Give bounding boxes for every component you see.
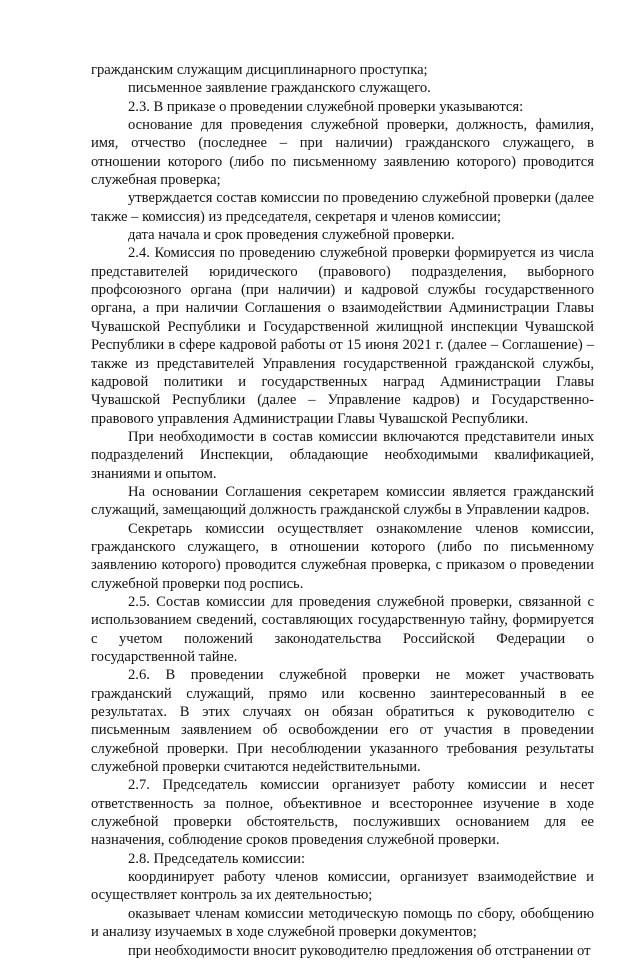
paragraph-2-7: 2.7. Председатель комиссии организует работу комиссии и несет ответственность за полное, объективное и всестороннее изучение в ходе служебной проверки обстоятельств, послуживших основанием для ее назначения, соблюдение сроков проведения служебной проверки. [91, 777, 594, 849]
paragraph-coordinates: координирует работу членов комиссии, организует взаимодействие и осуществляет контроль за их деятельностью; [91, 869, 594, 904]
paragraph-2-8: 2.8. Председатель комиссии: [128, 850, 306, 867]
paragraph-secretary-duties: Секретарь комиссии осуществляет ознакомление членов комиссии, гражданского служащего, в отношении которого (либо по письменному заявлению которого) проводится служебная проверка, с приказом о проведении служебной проверки под роспись. [91, 520, 594, 592]
paragraph-written-statement: письменное заявление гражданского служащего. [128, 80, 431, 97]
paragraph-2-4: 2.4. Комиссия по проведению служебной проверки формируется из числа представителей юридического (правового) подразделения, выборного профсоюзного органа (при наличии) и кадровой службы государственного органа, а при наличии Соглашения о взаимодействии Администрации Главы Чувашской Республики и Государственной жилищной инспекции Чувашской Республики в сфере кадровой работы от 15 июня 2021 г. (далее – Соглашение) – также из представителей Управления государственной гражданской службы, кадровой политики и государственных наград Администрации Главы Чувашской Республики (далее – Управление кадров) и Государственно-правового управления Администрации Главы Чувашской Республики. [91, 245, 594, 427]
paragraph-suspension-proposal: при необходимости вносит руководителю предложения об отстранении от [128, 942, 591, 959]
document-page [91, 61, 594, 960]
paragraph-other-representatives: При необходимости в состав комиссии включаются представители иных подразделений Инспекции, обладающие необходимыми квалификацией, знаниями и опытом. [91, 428, 594, 482]
paragraph-2-3: 2.3. В приказе о проведении служебной проверки указываются: [128, 98, 524, 115]
paragraph-continuation: гражданским служащим дисциплинарного проступка; [91, 62, 428, 78]
paragraph-methodical-help: оказывает членам комиссии методическую помощь по сбору, обобщению и анализу изучаемых в ходе служебной проверки документов; [91, 905, 594, 941]
paragraph-2-5: 2.5. Состав комиссии для проведения служебной проверки, связанной с использованием сведений, составляющих государственную тайну, формируется с учетом положений законодательства Российской Федерации о государственной тайне. [91, 593, 594, 665]
paragraph-grounds: основание для проведения служебной проверки, должность, фамилия, имя, отчество (последнее – при наличии) гражданского служащего, в отношении которого (либо по письменному заявлению которого) проводится служебная проверка; [91, 117, 594, 189]
paragraph-start-date: дата начала и срок проведения служебной проверки. [128, 227, 455, 244]
paragraph-2-6: 2.6. В проведении служебной проверки не может участвовать гражданский служащий, прямо или косвенно заинтересованный в ее результатах. В этих случаях он обязан обратиться к руководителю с письменным заявлением об освобождении его от участия в проведении служебной проверки. При несоблюдении указанного требования результаты служебной проверки считаются недействительными. [91, 667, 594, 776]
paragraph-secretary-basis: На основании Соглашения секретарем комиссии является гражданский служащий, замещающий должность гражданской службы в Управлении кадров. [91, 483, 594, 519]
paragraph-commission-composition: утверждается состав комиссии по проведению служебной проверки (далее также – комиссия) из председателя, секретаря и членов комиссии; [91, 190, 594, 225]
